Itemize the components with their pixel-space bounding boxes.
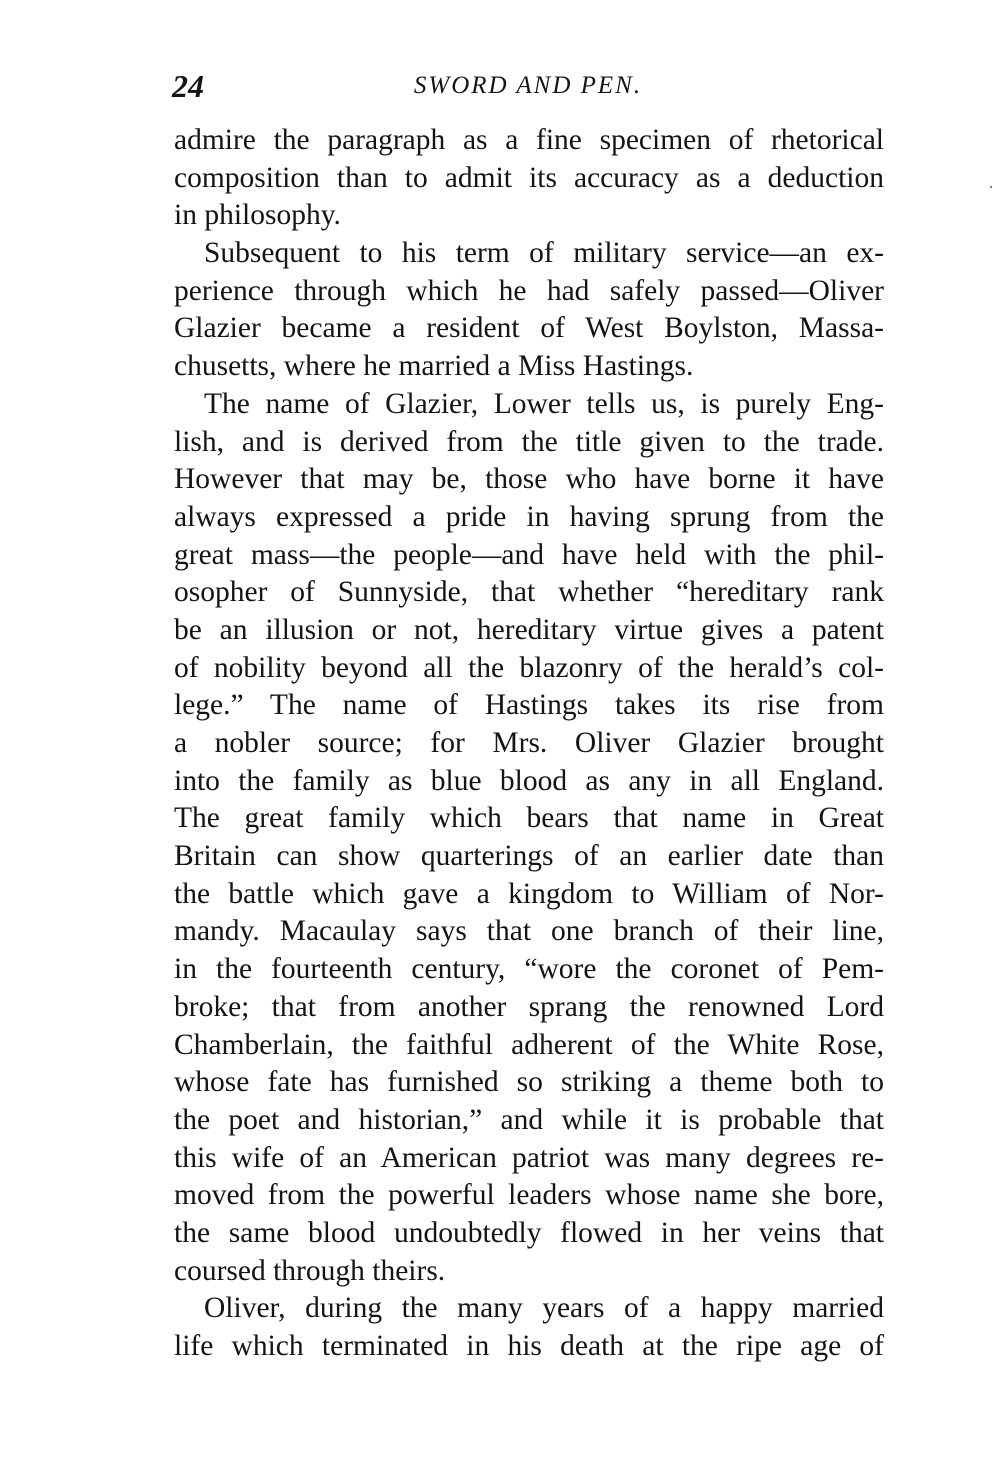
text-line: into the family as blue blood as any in all England.: [174, 764, 884, 797]
body-text: [174, 122, 884, 1366]
text-line: lege.” The name of Hastings takes its rise from: [174, 689, 884, 722]
text-line: lish, and is derived from the title given to the trade.: [174, 425, 884, 458]
text-line: mandy. Macaulay says that one branch of their line,: [174, 915, 884, 948]
text-line: broke; that from another sprang the renowned Lord: [174, 990, 884, 1023]
text-line: chusetts, where he married a Miss Hastings.: [174, 350, 694, 383]
paragraph: [174, 386, 884, 1291]
paragraph: [174, 1290, 884, 1365]
text-line: coursed through theirs.: [174, 1254, 446, 1287]
text-line: The great family which bears that name in Great: [174, 802, 884, 835]
text-line: be an illusion or not, hereditary virtue gives a patent: [174, 613, 884, 646]
text-line: the battle which gave a kingdom to William of Nor-: [174, 877, 884, 910]
text-line: composition than to admit its accuracy as a deduction: [174, 161, 884, 194]
margin-speck: [990, 186, 992, 188]
text-line: Subsequent to his term of military service—an ex-: [204, 237, 884, 270]
running-title: SWORD AND PEN.: [413, 72, 643, 99]
text-line: However that may be, those who have borne it have: [174, 463, 884, 496]
text-line: the poet and historian,” and while it is probable that: [174, 1103, 884, 1136]
text-line: Chamberlain, the faithful adherent of the White Rose,: [174, 1028, 884, 1061]
page-number: 24: [172, 68, 204, 104]
text-line: in philosophy.: [174, 199, 341, 232]
text-line: Britain can show quarterings of an earlier date than: [174, 840, 884, 873]
text-line: perience through which he had safely passed—Oliver: [174, 274, 884, 307]
text-line: great mass—the people—and have held with the phil-: [174, 538, 884, 571]
text-line: Glazier became a resident of West Boylston, Massa-: [174, 312, 884, 345]
paragraph: [174, 122, 884, 235]
text-line: life which terminated in his death at the ripe age of: [174, 1330, 884, 1362]
running-head: [172, 66, 884, 106]
text-line: a nobler source; for Mrs. Oliver Glazier brought: [174, 727, 884, 759]
text-line: the same blood undoubtedly flowed in her veins that: [174, 1216, 884, 1249]
text-line: moved from the powerful leaders whose name she bore,: [174, 1179, 884, 1212]
text-line: whose fate has furnished so striking a theme both to: [174, 1066, 884, 1099]
text-line: always expressed a pride in having sprung from the: [174, 500, 884, 533]
text-line: osopher of Sunnyside, that whether “hereditary rank: [174, 576, 884, 609]
text-line: Oliver, during the many years of a happy married: [204, 1292, 884, 1325]
text-line: admire the paragraph as a fine specimen of rhetorical: [174, 124, 884, 156]
text-line: this wife of an American patriot was many degrees re-: [174, 1141, 884, 1174]
text-line: The name of Glazier, Lower tells us, is purely Eng-: [204, 387, 884, 420]
paragraph: [174, 235, 884, 386]
text-line: in the fourteenth century, “wore the coronet of Pem-: [174, 953, 884, 986]
text-line: of nobility beyond all the blazonry of the herald’s col-: [174, 651, 884, 684]
